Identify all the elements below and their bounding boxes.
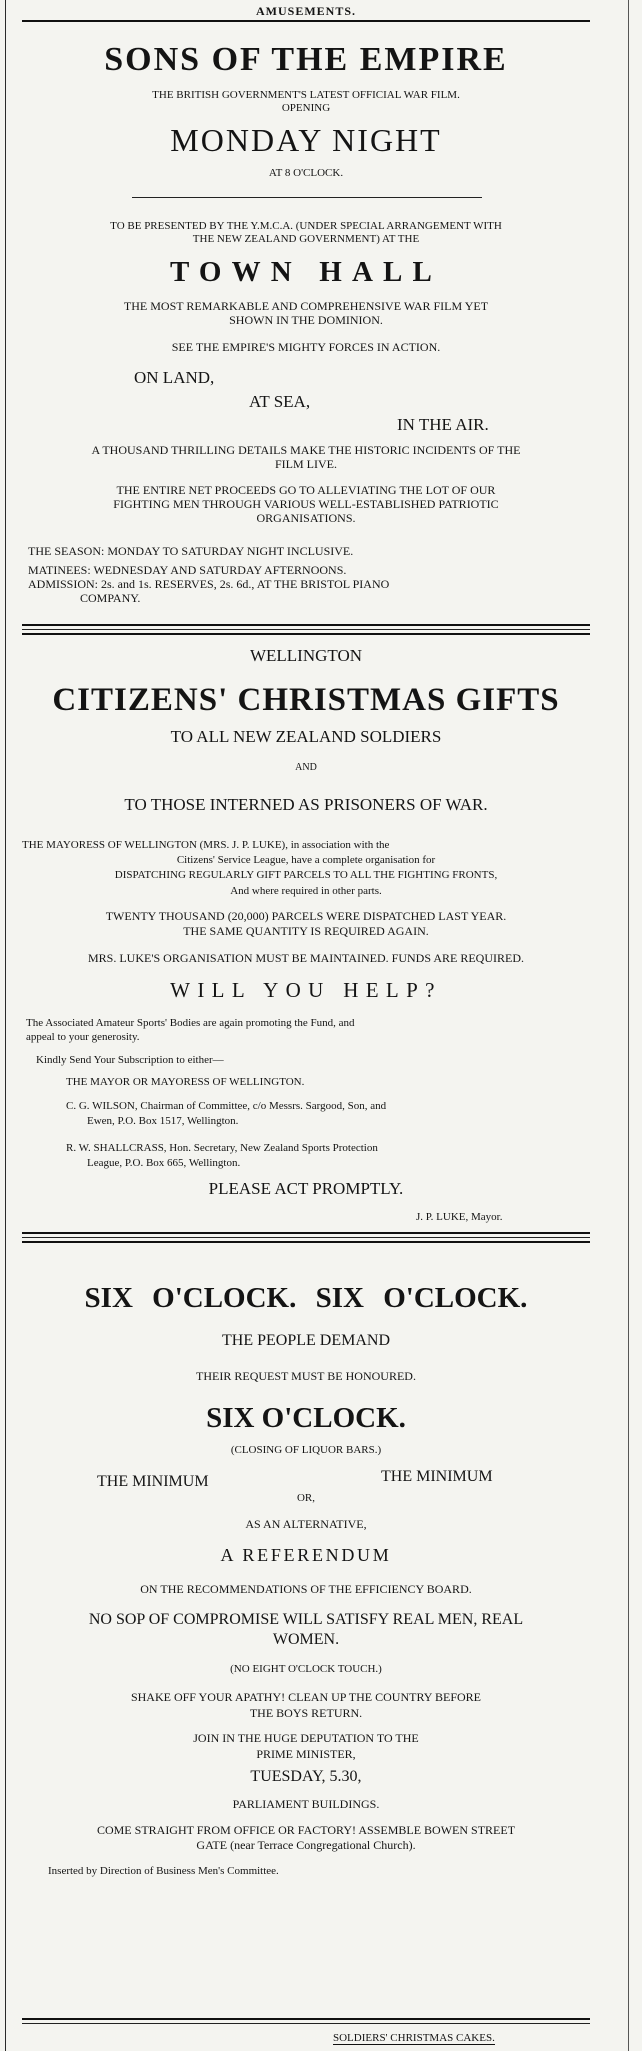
ad-six-inserted: Inserted by Direction of Business Men's Committee. (48, 1865, 279, 1877)
ad-sons-see: SEE THE EMPIRE'S MIGHTY FORCES IN ACTION. (171, 340, 441, 354)
ad-sons-remarkable-1: THE MOST REMARKABLE AND COMPREHENSIVE WAR FILM YET (123, 299, 489, 313)
ad-sons-admission-2: COMPANY. (80, 591, 141, 605)
ad-six-recommendations: ON THE RECOMMENDATIONS OF THE EFFICIENCY BOARD. (140, 1582, 472, 1596)
ad-sons-time: AT 8 O'CLOCK. (268, 167, 344, 179)
ad-six-minimum-b: THE MINIMUM (381, 1468, 493, 1485)
ad-six-join-2: PRIME MINISTER, (256, 1747, 356, 1761)
ad-six-alternative: AS AN ALTERNATIVE, (245, 1517, 367, 1531)
ad-gifts-wilson-2: Ewen, P.O. Box 1517, Wellington. (87, 1115, 239, 1127)
ad-gifts-place: WELLINGTON (249, 646, 363, 665)
ad-sons-proceeds-1: THE ENTIRE NET PROCEEDS GO TO ALLEVIATING THE LOT OF OUR (116, 483, 496, 497)
ad-gifts-and: AND (295, 762, 317, 773)
section-header: AMUSEMENTS. (255, 4, 356, 18)
ad-sons-admission-1: ADMISSION: 2s. and 1s. RESERVES, 2s. 6d., AT THE BRISTOL PIANO (28, 577, 390, 591)
ad-six-request: THEIR REQUEST MUST BE HONOURED. (196, 1369, 416, 1383)
ad-six-join-1: JOIN IN THE HUGE DEPUTATION TO THE (193, 1731, 419, 1745)
ad-sons-subtitle: THE BRITISH GOVERNMENT'S LATEST OFFICIAL WAR FILM. (152, 89, 460, 101)
ad-gifts-title: CITIZENS' CHRISTMAS GIFTS (52, 682, 560, 718)
ad-six-shake-1: SHAKE OFF YOUR APATHY! CLEAN UP THE COUNTRY BEFORE (130, 1690, 482, 1704)
ad-sons-proceeds-3: ORGANISATIONS. (256, 511, 356, 525)
ad-sons-on-land: ON LAND, (134, 368, 215, 387)
ad-six-nosop-1: NO SOP OF COMPROMISE WILL SATISFY REAL MEN, REAL (88, 1611, 524, 1628)
ad-sons-at-sea: AT SEA, (249, 392, 311, 411)
ad-sons-presented-2: THE NEW ZEALAND GOVERNMENT) AT THE (192, 233, 420, 245)
ad-gifts-assoc-1: The Associated Amateur Sports' Bodies are again promoting the Fund, and (26, 1017, 355, 1029)
ad-gifts-mayoress-3: DISPATCHING REGULARLY GIFT PARCELS TO ALL THE FIGHTING FRONTS, (114, 869, 498, 881)
ad-gifts-prisoners: TO THOSE INTERNED AS PRISONERS OF WAR. (124, 795, 488, 814)
ad-six-tuesday: TUESDAY, 5.30, (250, 1768, 362, 1785)
ad-gifts-wilson-1: C. G. WILSON, Chairman of Committee, c/o Messrs. Sargood, Son, and (66, 1100, 387, 1112)
ad-six-six: SIX O'CLOCK. (206, 1402, 406, 1434)
ad-gifts-assoc-2: appeal to your generosity. (26, 1031, 140, 1043)
ad-six-parliament: PARLIAMENT BUILDINGS. (232, 1797, 380, 1811)
ad-gifts-please: PLEASE ACT PROMPTLY. (208, 1179, 404, 1198)
ad-separator-2c (22, 1241, 590, 1243)
ad-sons-matinees: MATINEES: WEDNESDAY AND SATURDAY AFTERNOONS. (28, 563, 347, 577)
ad-gifts-mayoress-4: And where required in other parts. (230, 885, 382, 897)
ad-sons-season: THE SEASON: MONDAY TO SATURDAY NIGHT INCLUSIVE. (28, 544, 354, 558)
ad-gifts-twenty-2: THE SAME QUANTITY IS REQUIRED AGAIN. (183, 924, 429, 938)
ad-separator-3b (22, 2023, 590, 2024)
ad-sons-monday: MONDAY NIGHT (170, 122, 442, 158)
ad-gifts-maintained: MRS. LUKE'S ORGANISATION MUST BE MAINTAINED. FUNDS ARE REQUIRED. (87, 951, 524, 965)
ad-sons-divider (132, 197, 482, 198)
ad-six-people: THE PEOPLE DEMAND (222, 1332, 390, 1349)
next-ad-heading: SOLDIERS' CHRISTMAS CAKES. (333, 2032, 495, 2044)
ad-gifts-kindly: Kindly Send Your Subscription to either— (36, 1054, 224, 1066)
ad-separator-1c (22, 633, 590, 635)
ad-gifts-soldiers: TO ALL NEW ZEALAND SOLDIERS (170, 727, 442, 746)
ad-gifts-mayor: THE MAYOR OR MAYORESS OF WELLINGTON. (66, 1076, 305, 1088)
ad-sons-proceeds-2: FIGHTING MEN THROUGH VARIOUS WELL-ESTABLISHED PATRIOTIC (113, 497, 499, 511)
ad-gifts-help: WILL YOU HELP? (170, 978, 442, 1002)
ad-sons-remarkable-2: SHOWN IN THE DOMINION. (229, 313, 383, 327)
ad-sons-presented-1: TO BE PRESENTED BY THE Y.M.C.A. (UNDER SPECIAL ARRANGEMENT WITH (110, 220, 502, 232)
ad-sons-thousand-1: A THOUSAND THRILLING DETAILS MAKE THE HISTORIC INCIDENTS OF THE (91, 443, 521, 457)
ad-six-shake-2: THE BOYS RETURN. (249, 1706, 363, 1720)
ad-sons-thousand-2: FILM LIVE. (275, 457, 337, 471)
ad-gifts-shallcrass-2: League, P.O. Box 665, Wellington. (87, 1157, 241, 1169)
ad-six-nosop-2: WOMEN. (272, 1631, 340, 1648)
ad-sons-in-air: IN THE AIR. (397, 415, 489, 434)
ad-gifts-mayoress-2: Citizens' Service League, have a complete organisation for (176, 854, 436, 866)
ad-six-come-2: GATE (near Terrace Congregational Church). (196, 1838, 416, 1852)
ad-separator-2b (22, 1237, 590, 1238)
ad-gifts-signed: J. P. LUKE, Mayor. (416, 1211, 503, 1223)
ad-gifts-shallcrass-1: R. W. SHALLCRASS, Hon. Secretary, New Zealand Sports Protection (66, 1142, 378, 1154)
ad-six-eight: (NO EIGHT O'CLOCK TOUCH.) (230, 1663, 382, 1675)
header-rule (22, 20, 590, 22)
ad-six-closing: (CLOSING OF LIQUOR BARS.) (230, 1444, 382, 1456)
ad-six-headline: SIX O'CLOCK. SIX O'CLOCK. (84, 1282, 528, 1314)
ad-sons-title: SONS OF THE EMPIRE (104, 41, 508, 78)
page-edge-left (5, 0, 6, 2051)
ad-separator-2a (22, 1232, 590, 1234)
ad-gifts-twenty-1: TWENTY THOUSAND (20,000) PARCELS WERE DISPATCHED LAST YEAR. (105, 909, 507, 923)
ad-six-minimum-a: THE MINIMUM (97, 1473, 209, 1490)
ad-six-referendum: A REFERENDUM (220, 1545, 392, 1565)
ad-sons-opening: OPENING (281, 102, 331, 114)
page-edge-right (628, 0, 629, 2051)
ad-six-come-1: COME STRAIGHT FROM OFFICE OR FACTORY! ASSEMBLE BOWEN STREET (96, 1823, 516, 1837)
ad-sons-venue: TOWN HALL (169, 256, 443, 288)
ad-six-or: OR, (296, 1492, 316, 1504)
ad-separator-3a (22, 2018, 590, 2020)
ad-separator-1a (22, 624, 590, 626)
ad-gifts-mayoress-1: THE MAYORESS OF WELLINGTON (MRS. J. P. LUKE), in association with the (22, 839, 390, 851)
ad-separator-1b (22, 629, 590, 630)
